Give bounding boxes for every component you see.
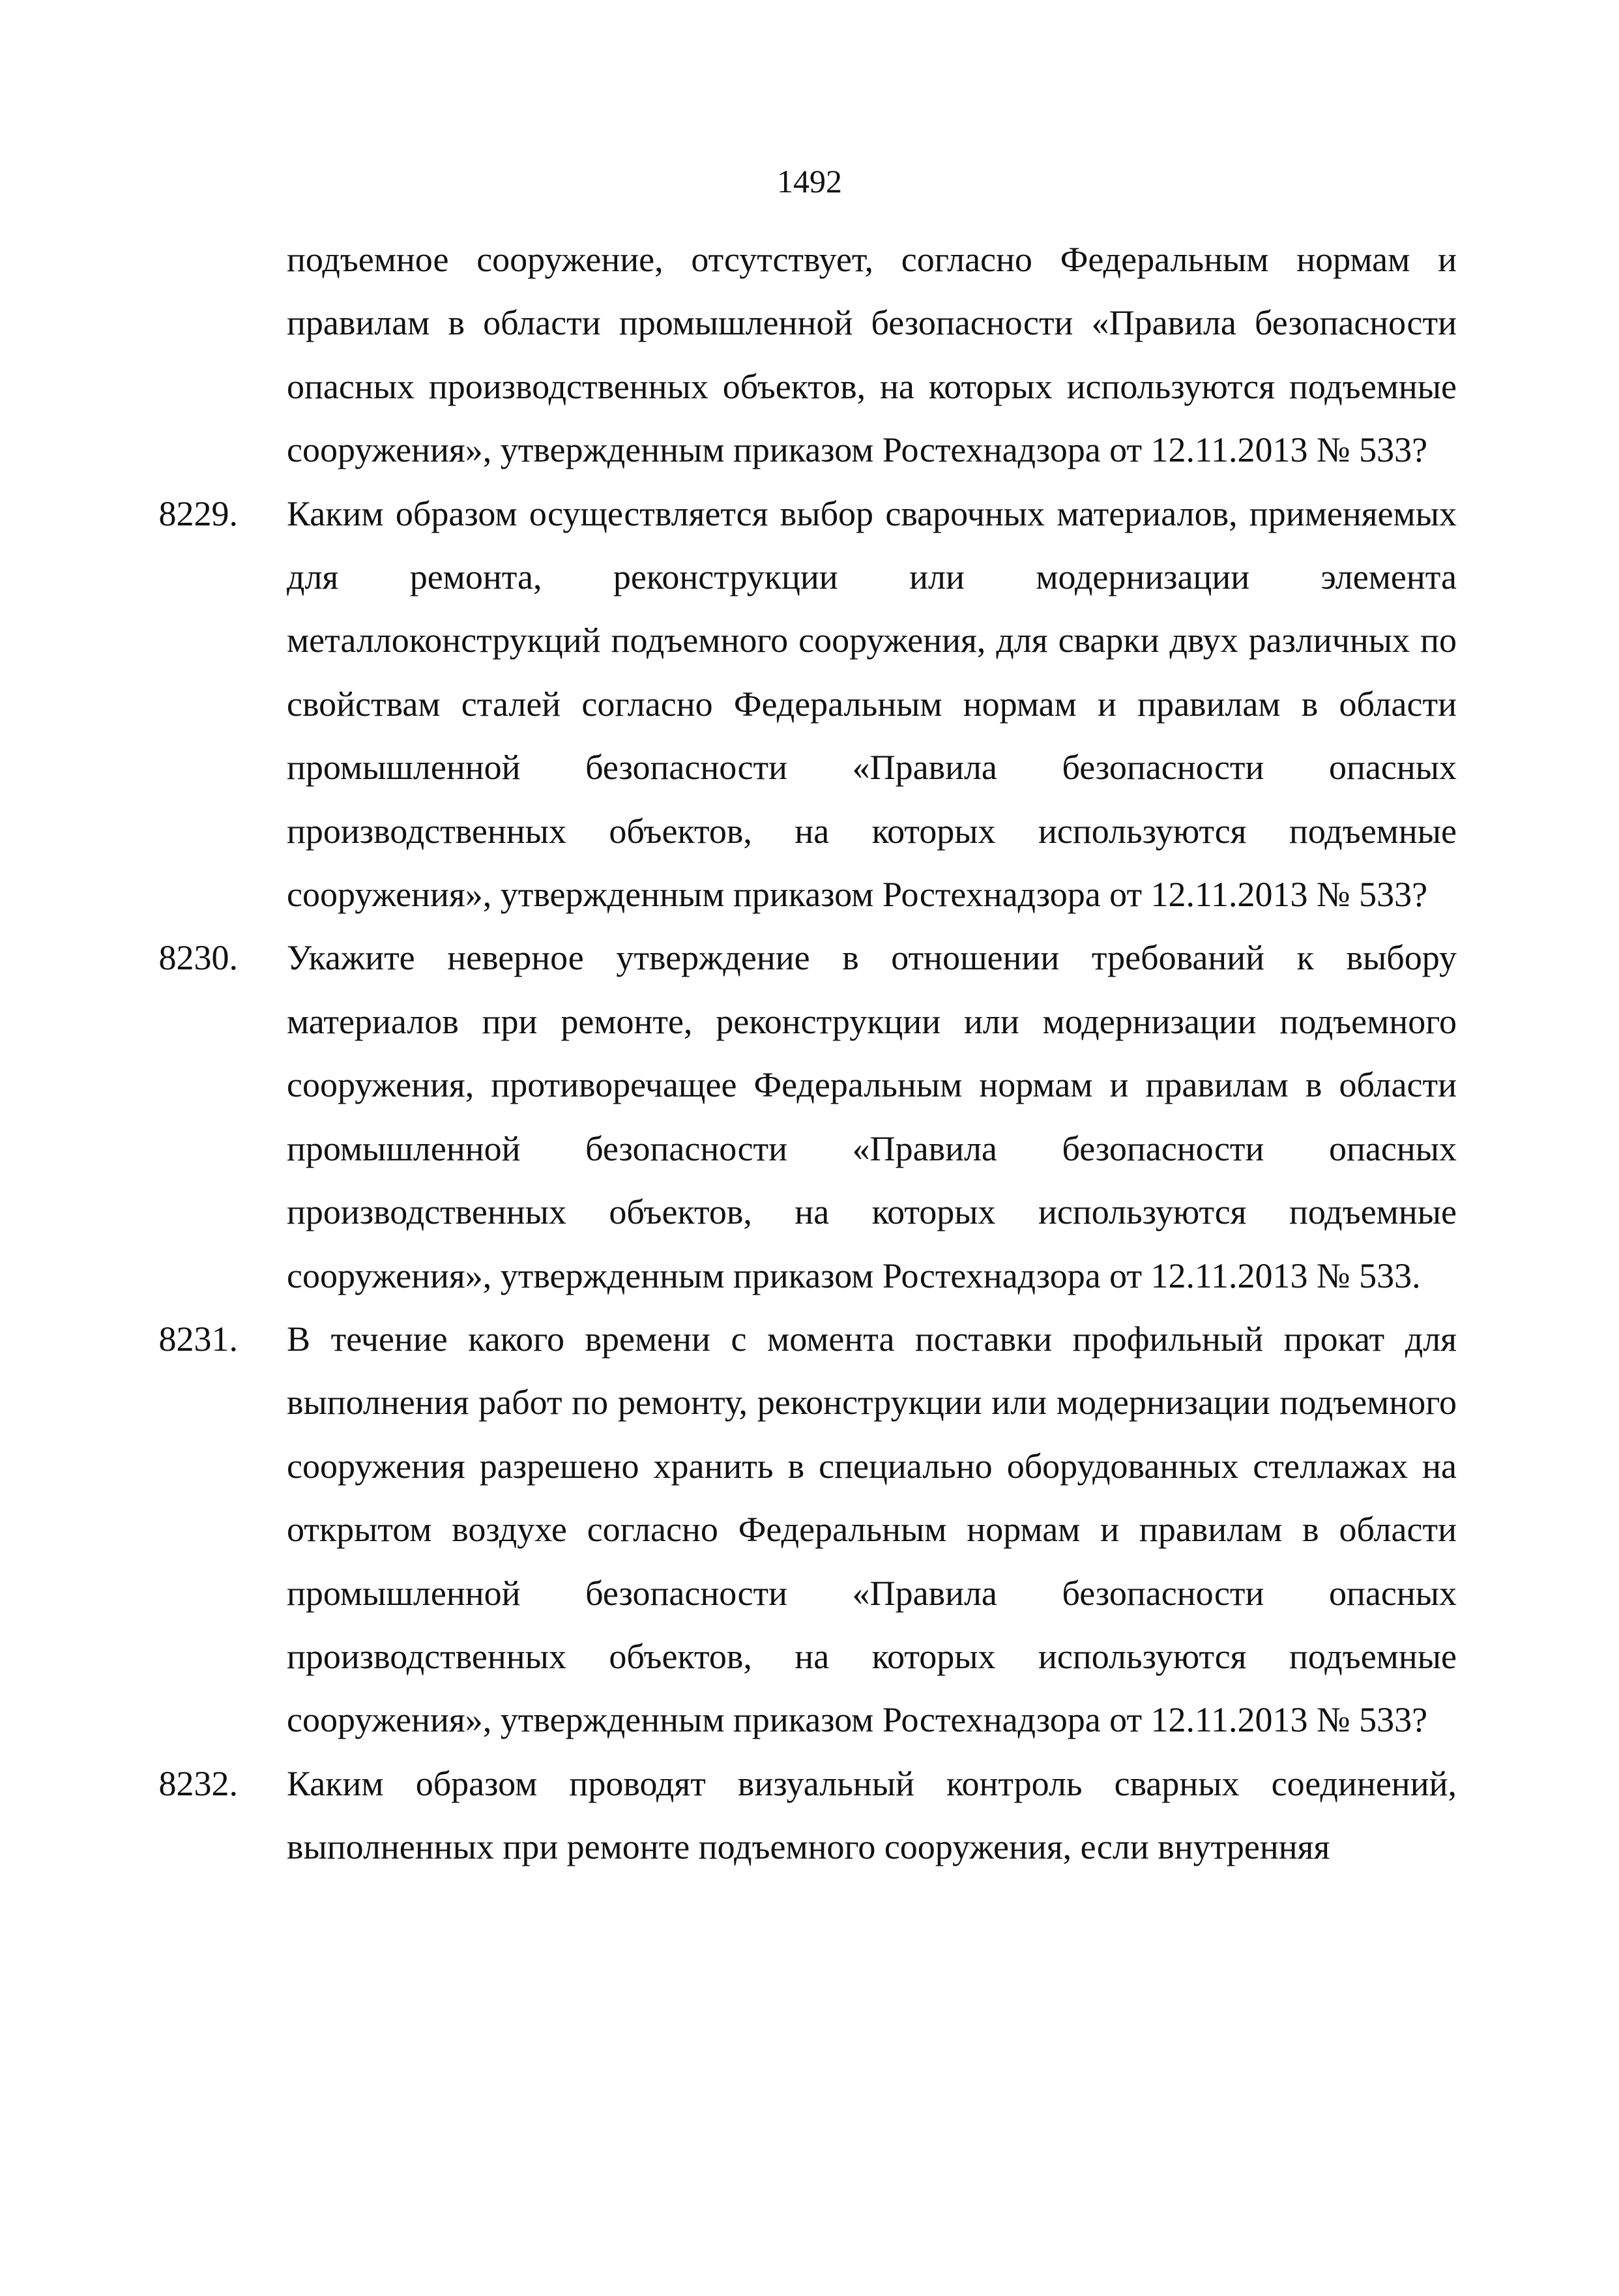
page-number: 1492 [777, 163, 842, 199]
question-text: Каким образом проводят визуальный контроль сварных соединений, выполненных при ремонте подъемного сооружения, если внутренняя [287, 1763, 1457, 1867]
page-content [158, 228, 1457, 1879]
question-text: В течение какого времени с момента поставки профильный прокат для выполнения работ по ремонту, реконструкции или модернизации подъемного сооружения разрешено хранить в специально оборудованных стеллажах на открытом воздухе согласно Федеральным нормам и правилам в области промышленной безопасности «Правила безопасности опасных производственных объектов, на которых используются подъемные сооружения», утвержденным приказом Ростехнадзора от 12.11.2013 № 533? [287, 1319, 1457, 1740]
question-8231: 8231. В течение какого времени с момента поставки профильный прокат для выполнения работ по ремонту, реконструкции или модернизации подъемного сооружения разрешено хранить в специально оборудованных стеллажах на открытом воздухе согласно Федеральным нормам и правилам в области промышленной безопасности «Правила безопасности опасных производственных объектов, на которых используются подъемные сооружения», утвержденным приказом Ростехнадзора от 12.11.2013 № 533? [287, 1308, 1457, 1752]
question-text: Укажите неверное утверждение в отношении требований к выбору материалов при ремонте, реконструкции или модернизации подъемного сооружения, противоречащее Федеральным нормам и правилам в области промышленной безопасности «Правила безопасности опасных производственных объектов, на которых используются подъемные сооружения», утвержденным приказом Ростехнадзора от 12.11.2013 № 533. [287, 938, 1457, 1295]
question-8229: 8229. Каким образом осуществляется выбор сварочных материалов, применяемых для ремонта, реконструкции или модернизации элемента металлоконструкций подъемного сооружения, для сварки двух различных по свойствам сталей согласно Федеральным нормам и правилам в области промышленной безопасности «Правила безопасности опасных производственных объектов, на которых используются подъемные сооружения», утвержденным приказом Ростехнадзора от 12.11.2013 № 533? [287, 482, 1457, 927]
question-8230: 8230. Укажите неверное утверждение в отношении требований к выбору материалов при ремонте, реконструкции или модернизации подъемного сооружения, противоречащее Федеральным нормам и правилам в области промышленной безопасности «Правила безопасности опасных производственных объектов, на которых используются подъемные сооружения», утвержденным приказом Ростехнадзора от 12.11.2013 № 533. [287, 926, 1457, 1307]
continuation-paragraph: подъемное сооружение, отсутствует, согласно Федеральным нормам и правилам в области промышленной безопасности «Правила безопасности опасных производственных объектов, на которых используются подъемные сооружения», утвержденным приказом Ростехнадзора от 12.11.2013 № 533? [287, 240, 1457, 470]
question-8232: 8232. Каким образом проводят визуальный контроль сварных соединений, выполненных при ремонте подъемного сооружения, если внутренняя [287, 1752, 1457, 1879]
question-text: Каким образом осуществляется выбор сварочных материалов, применяемых для ремонта, реконструкции или модернизации элемента металлоконструкций подъемного сооружения, для сварки двух различных по свойствам сталей согласно Федеральным нормам и правилам в области промышленной безопасности «Правила безопасности опасных производственных объектов, на которых используются подъемные сооружения», утвержденным приказом Ростехнадзора от 12.11.2013 № 533? [287, 493, 1457, 915]
